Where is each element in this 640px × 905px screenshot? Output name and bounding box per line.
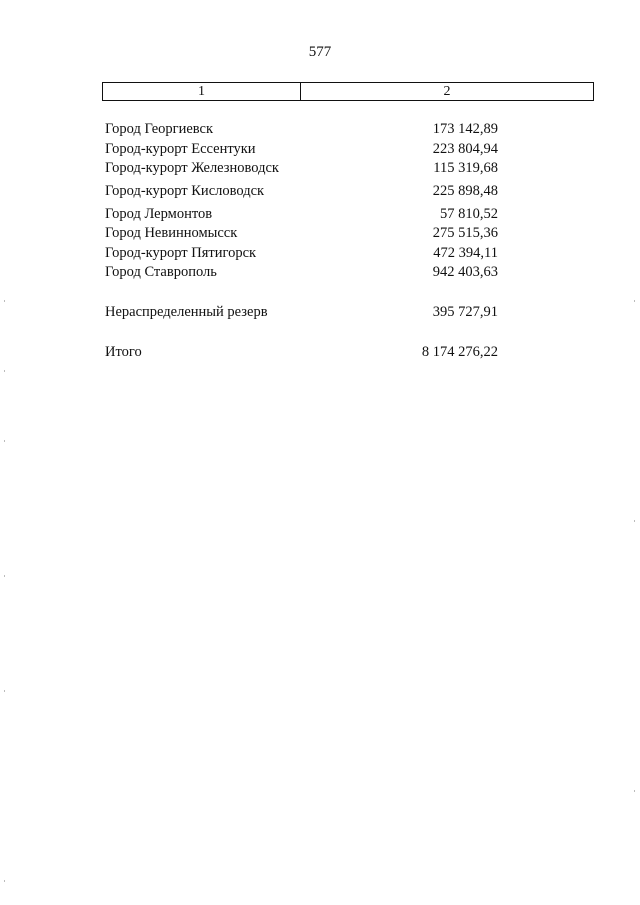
table-row — [105, 139, 498, 159]
row-name: Город Невинномысск — [105, 225, 238, 241]
header-col-2: 2 — [443, 83, 451, 99]
table-row — [105, 119, 498, 139]
total-name: Итого — [105, 344, 142, 360]
reserve-row — [105, 302, 498, 322]
table-row — [105, 158, 498, 178]
table-row — [105, 181, 498, 201]
row-name: Город Георгиевск — [105, 121, 214, 137]
row-name: Город-курорт Кисловодск — [105, 183, 265, 199]
row-value: 173 142,89 — [432, 121, 498, 137]
table-row — [105, 204, 498, 224]
row-name: Город-курорт Железноводск — [105, 160, 279, 176]
table-row — [105, 243, 498, 263]
table-row — [105, 262, 498, 282]
table-row — [105, 223, 498, 243]
row-name: Город Лермонтов — [105, 206, 213, 222]
header-col-1: 1 — [103, 83, 301, 100]
row-value: 223 804,94 — [432, 141, 498, 157]
row-value: 57 810,52 — [440, 206, 498, 222]
row-value: 472 394,11 — [433, 245, 498, 261]
page-number: 577 — [308, 44, 332, 60]
total-value: 8 174 276,22 — [421, 344, 498, 360]
row-name: Город-курорт Ессентуки — [105, 141, 256, 157]
total-row — [105, 342, 498, 362]
row-value: 225 898,48 — [432, 183, 498, 199]
row-name: Город-курорт Пятигорск — [105, 245, 257, 261]
reserve-name: Нераспределенный резерв — [105, 304, 268, 320]
reserve-value: 395 727,91 — [432, 304, 498, 320]
row-name: Город Ставрополь — [105, 264, 217, 280]
table-header — [102, 82, 594, 101]
row-value: 942 403,63 — [432, 264, 498, 280]
row-value: 115 319,68 — [433, 160, 498, 176]
row-value: 275 515,36 — [432, 225, 498, 241]
